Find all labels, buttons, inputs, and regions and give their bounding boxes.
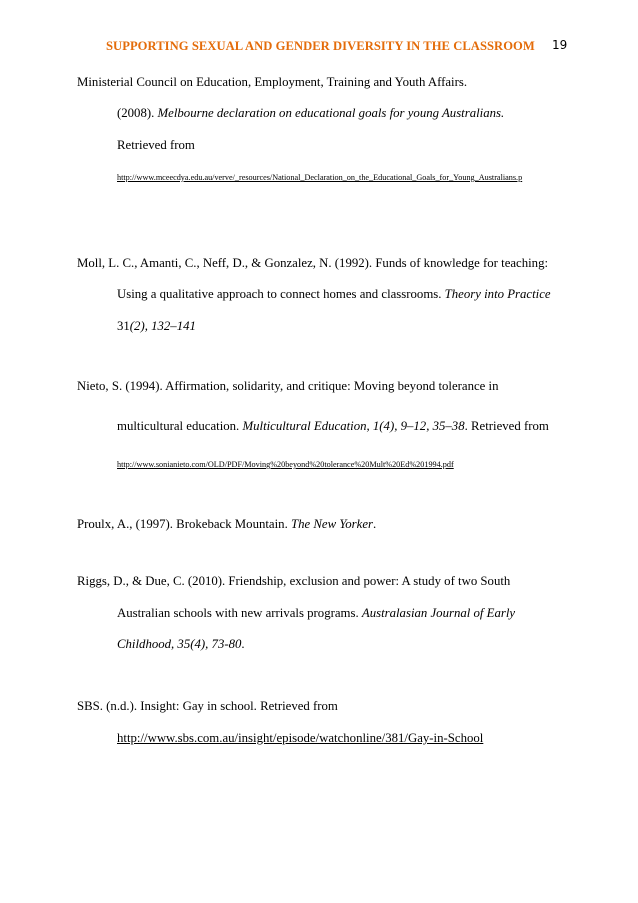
reference-text: Nieto, S. (1994). Affirmation, solidarity, and critique: Moving beyond tolerance in <box>77 379 499 393</box>
reference-3-line-1 <box>77 378 499 394</box>
reference-url-link[interactable]: http://www.sbs.com.au/insight/episode/watchonline/381/Gay-in-School <box>117 731 484 745</box>
reference-3-line-2 <box>117 418 549 434</box>
retrieved-from: . Retrieved from <box>464 419 549 433</box>
reference-2-line-3 <box>117 318 196 334</box>
reference-1-url-line[interactable] <box>117 168 522 186</box>
reference-punctuation: . <box>241 637 245 651</box>
reference-text: multicultural education. <box>117 419 243 433</box>
reference-text: Riggs, D., & Due, C. (2010). Friendship, exclusion and power: A study of two South <box>77 574 511 588</box>
reference-2-line-2 <box>117 286 551 302</box>
reference-text: Moll, L. C., Amanti, C., Neff, D., & Gonzalez, N. (1992). Funds of knowledge for teaching: <box>77 256 549 270</box>
reference-punctuation: . <box>372 517 377 531</box>
page-header <box>106 37 566 55</box>
reference-title: Melbourne declaration on educational goals for young Australians. <box>157 106 505 120</box>
reference-5-line-2 <box>117 605 515 621</box>
reference-5-line-3 <box>117 636 245 652</box>
reference-1-line-1 <box>77 74 467 90</box>
reference-author: Ministerial Council on Education, Employment, Training and Youth Affairs. <box>77 75 468 89</box>
reference-issue-pages: (2), 132–141 <box>129 319 196 333</box>
reference-text: SBS. (n.d.). Insight: Gay in school. Retrieved from <box>77 699 338 713</box>
running-head: SUPPORTING SEXUAL AND GENDER DIVERSITY IN THE CLASSROOM <box>106 39 535 53</box>
reference-text: Proulx, A., (1997). Brokeback Mountain. <box>77 517 291 531</box>
reference-volume: 31 <box>117 319 130 333</box>
reference-text: Australian schools with new arrivals programs. <box>117 606 362 620</box>
retrieved-from: Retrieved from <box>117 138 195 152</box>
reference-3-url-line[interactable] <box>117 455 454 473</box>
reference-4-line-1 <box>77 516 376 532</box>
reference-5-line-1 <box>77 573 510 589</box>
reference-url-link[interactable]: http://www.sonianieto.com/OLD/PDF/Moving%20beyond%20tolerance%20Mult%20Ed%201994.pdf <box>117 460 454 469</box>
reference-journal: Australasian Journal of Early <box>361 606 516 620</box>
reference-6-line-1 <box>77 698 338 714</box>
reference-1-line-2 <box>117 105 504 121</box>
reference-issue-pages: Childhood, 35(4), 73-80 <box>117 637 242 651</box>
reference-journal: Multicultural Education, 1(4), 9–12, 35–38 <box>242 419 465 433</box>
reference-year: (2008). <box>117 106 158 120</box>
reference-url-link[interactable]: http://www.mceecdya.edu.au/verve/_resources/National_Declaration_on_the_Educational_Goals_for_Young_Australians.p <box>117 173 523 182</box>
reference-journal: The New Yorker <box>290 517 373 531</box>
reference-1-line-3 <box>117 137 195 153</box>
reference-6-url-line[interactable] <box>117 730 483 746</box>
reference-text: Using a qualitative approach to connect homes and classrooms. <box>117 287 445 301</box>
reference-2-line-1 <box>77 255 548 271</box>
reference-journal: Theory into Practice <box>444 287 551 301</box>
page-number: 19 <box>552 38 568 52</box>
